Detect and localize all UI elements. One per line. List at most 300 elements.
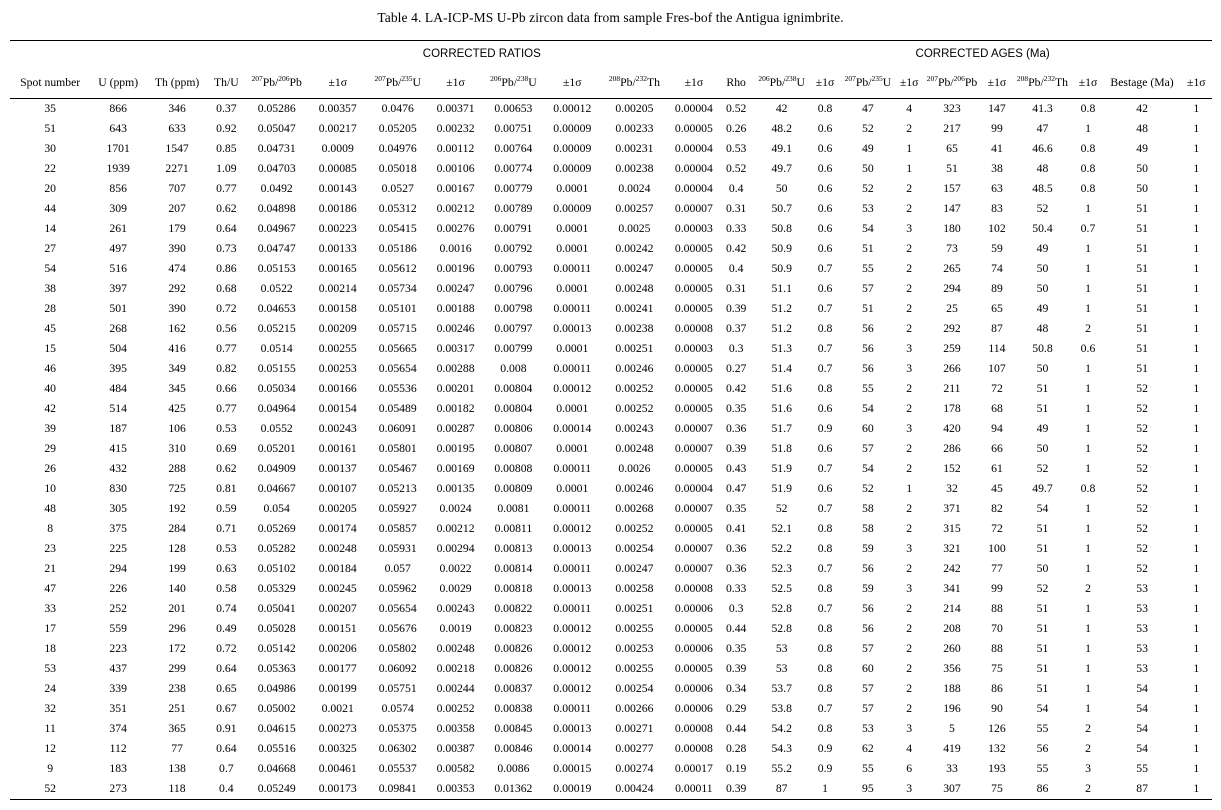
table-cell: 0.00255	[318, 342, 357, 355]
table-cell: 48	[44, 502, 56, 515]
table-cell: 0.00186	[318, 202, 357, 215]
table-cell: 52	[1136, 482, 1148, 495]
table-cell: 196	[943, 702, 961, 715]
table-cell: 0.00011	[553, 502, 592, 515]
table-cell: 0.00804	[494, 402, 533, 415]
table-cell: 0.00011	[553, 562, 592, 575]
table-cell: 52	[775, 502, 788, 515]
isotope-mass: 235	[401, 74, 413, 83]
table-cell: 0.6	[817, 242, 833, 255]
table-cell: 1	[1193, 662, 1200, 675]
table-cell: 0.00009	[553, 122, 592, 135]
table-cell: 0.05801	[378, 442, 417, 455]
table-cell: 0.05142	[257, 642, 296, 655]
table-cell: 1	[1193, 462, 1200, 475]
table-cell: 0.8	[817, 662, 833, 675]
table-cell: 866	[109, 102, 127, 115]
table-cell: 0.86	[216, 262, 237, 275]
table-cell: 54	[1136, 702, 1148, 715]
table-cell: 48	[1036, 162, 1049, 175]
table-cell: 0.0001	[556, 182, 589, 195]
table-cell: 1	[1193, 262, 1200, 275]
table-cell: 0.00009	[553, 202, 592, 215]
table-cell: 59	[862, 582, 874, 595]
table-cell: 46.6	[1032, 142, 1053, 155]
table-cell: 58	[862, 502, 874, 515]
table-cell: 50.9	[771, 262, 792, 275]
table-cell: 1	[1193, 562, 1200, 575]
table-cell: 49	[1036, 302, 1049, 315]
table-cell: 38	[44, 282, 56, 295]
table-cell: 51	[1036, 682, 1049, 695]
table-cell: 51	[1136, 222, 1148, 235]
table-cell: 0.00206	[318, 642, 357, 655]
table-cell: 356	[943, 662, 961, 675]
group-header-ages: CORRECTED AGES (Ma)	[753, 41, 1212, 68]
table-cell: 0.39	[725, 302, 747, 315]
table-cell: 199	[168, 562, 186, 575]
table-cell: 238	[168, 682, 186, 695]
table-cell: 1	[906, 482, 913, 495]
table-row	[10, 739, 1212, 759]
column-header-row	[10, 67, 1212, 99]
table-cell: 0.43	[725, 462, 747, 475]
table-cell: 40	[44, 382, 56, 395]
table-cell: 419	[943, 742, 961, 755]
table-cell: 51	[44, 122, 56, 135]
table-cell: 0.00252	[436, 702, 475, 715]
table-cell: 0.00247	[436, 282, 475, 295]
table-cell: 0.05536	[378, 382, 417, 395]
table-cell: 89	[991, 282, 1003, 295]
table-cell: 0.00003	[674, 222, 713, 235]
table-cell: 559	[109, 622, 127, 635]
table-cell: 51	[862, 242, 874, 255]
table-cell: 0.00013	[553, 722, 592, 735]
table-cell: 0.00248	[615, 282, 654, 295]
table-cell: 390	[168, 302, 186, 315]
isotope-mass: 235	[871, 74, 883, 83]
isotope-mass: 207	[844, 74, 856, 83]
table-cell: 1	[810, 779, 840, 800]
table-cell: 75	[991, 662, 1003, 675]
table-cell: 0.05375	[378, 722, 417, 735]
table-cell: 0.00243	[436, 602, 475, 615]
table-cell: 1	[1193, 702, 1200, 715]
table-cell: 0.64	[216, 662, 237, 675]
table-cell: 0.00007	[674, 202, 713, 215]
table-cell: 1	[1193, 622, 1200, 635]
column-header-label: U	[412, 76, 421, 89]
table-cell: 0.6	[817, 202, 833, 215]
table-cell: 1	[1085, 242, 1091, 255]
column-header-label: Rho	[726, 76, 746, 89]
table-cell: 0.8	[817, 322, 833, 335]
table-cell: 52	[1136, 562, 1148, 575]
table-cell: 0.53	[216, 422, 237, 435]
table-cell: 86	[991, 682, 1003, 695]
table-cell: 50	[1036, 282, 1049, 295]
table-cell: 2	[906, 502, 913, 515]
table-cell: 0.04964	[257, 402, 296, 415]
table-cell: 54	[1136, 722, 1148, 735]
table-cell: 58	[862, 522, 874, 535]
table-row	[10, 279, 1212, 299]
table-cell: 0.00246	[615, 482, 654, 495]
column-header	[810, 67, 840, 99]
table-cell: 0.00653	[494, 102, 533, 115]
column-header-label: ±1σ	[684, 76, 704, 89]
table-cell: 2	[1085, 582, 1091, 595]
table-cell: 261	[109, 222, 127, 235]
table-cell: 0.7	[1080, 222, 1096, 235]
table-cell: 0.00813	[494, 542, 533, 555]
table-cell: 0.00005	[674, 402, 713, 415]
table-cell: 0.00238	[615, 322, 654, 335]
table-cell: 0.00011	[553, 302, 592, 315]
table-cell: 299	[168, 662, 186, 675]
table-row	[10, 639, 1212, 659]
table-cell: 107	[988, 362, 1006, 375]
table-cell: 32	[44, 702, 56, 715]
table-cell: 0.09841	[367, 779, 429, 800]
table-cell: 0.00797	[494, 322, 533, 335]
table-cell: 0.00207	[318, 602, 357, 615]
table-cell: 0.00167	[436, 182, 475, 195]
table-row	[10, 399, 1212, 419]
table-cell: 0.04898	[257, 202, 296, 215]
table-cell: 55	[1036, 722, 1049, 735]
table-cell: 0.00005	[674, 122, 713, 135]
table-cell: 0.00133	[318, 242, 357, 255]
table-cell: 53	[1136, 622, 1148, 635]
table-cell: 52.8	[771, 622, 792, 635]
table-cell: 9	[47, 762, 54, 775]
table-cell: 2	[906, 402, 913, 415]
table-cell: 2	[906, 602, 913, 615]
table-cell: 0.00205	[615, 102, 654, 115]
table-cell: 0.00807	[494, 442, 533, 455]
column-header-label: U (ppm)	[98, 76, 139, 89]
table-cell: 54	[1136, 682, 1148, 695]
table-cell: 62	[862, 742, 874, 755]
table-cell: 0.00246	[436, 322, 475, 335]
table-cell: 0.00232	[436, 122, 475, 135]
table-cell: 0.6	[817, 482, 833, 495]
table-cell: 27	[44, 242, 56, 255]
table-cell: 51	[1036, 622, 1049, 635]
table-cell: 725	[168, 482, 186, 495]
table-cell: 1	[1193, 502, 1200, 515]
isotope-mass: 238	[516, 74, 529, 83]
column-header-label: U	[796, 76, 805, 89]
table-cell: 1	[1193, 522, 1200, 535]
table-cell: 0.00822	[494, 602, 533, 615]
table-cell: 14	[44, 222, 56, 235]
table-cell: 53	[1136, 662, 1148, 675]
table-cell: 415	[109, 442, 127, 455]
table-cell: 830	[109, 482, 127, 495]
column-header-label: Pb	[289, 76, 302, 89]
table-cell: 52.3	[771, 562, 792, 575]
table-cell: 49	[1036, 422, 1049, 435]
table-cell: 0.6	[817, 162, 833, 175]
table-cell: 0.00008	[674, 742, 713, 755]
isotope-mass: 232	[635, 74, 647, 83]
table-cell: 0.8	[1080, 182, 1096, 195]
table-cell: 0.56	[216, 322, 237, 335]
table-cell: 633	[168, 122, 186, 135]
table-cell: 2	[906, 382, 913, 395]
table-cell: 87	[991, 322, 1003, 335]
table-cell: 11	[44, 722, 56, 735]
table-cell: 0.05676	[378, 622, 417, 635]
table-cell: 0.008	[500, 362, 527, 375]
table-cell: 0.00231	[615, 142, 654, 155]
table-cell: 1	[1193, 242, 1200, 255]
table-cell: 0.00248	[615, 442, 654, 455]
table-cell: 0.0026	[618, 462, 651, 475]
table-cell: 1	[1193, 742, 1200, 755]
table-cell: 0.19	[725, 762, 747, 775]
column-header-label: U	[528, 76, 537, 89]
table-cell: 0.00008	[674, 322, 713, 335]
table-cell: 0.00243	[318, 422, 357, 435]
table-cell: 0.8	[817, 542, 833, 555]
table-cell: 2	[1072, 779, 1103, 800]
isotope-mass: 206	[278, 74, 290, 83]
table-cell: 2	[906, 242, 913, 255]
table-cell: 1	[1193, 722, 1200, 735]
table-cell: 2	[906, 682, 913, 695]
table-cell: 0.65	[216, 682, 237, 695]
table-cell: 0.7	[817, 562, 833, 575]
table-cell: 2	[906, 302, 913, 315]
table-cell: 50	[862, 162, 874, 175]
table-cell: 0.00004	[674, 142, 713, 155]
table-cell: 15	[44, 342, 56, 355]
table-cell: 99	[991, 582, 1003, 595]
table-cell: 0.00177	[318, 662, 357, 675]
table-cell: 0.04731	[257, 142, 296, 155]
table-cell: 1	[1193, 302, 1200, 315]
table-cell: 47	[44, 582, 56, 595]
table-cell: 0.05102	[257, 562, 296, 575]
table-cell: 54	[862, 222, 874, 235]
table-cell: 1	[1085, 122, 1091, 135]
table-cell: 0.00151	[318, 622, 357, 635]
table-cell: 0.6	[817, 402, 833, 415]
table-row	[10, 199, 1212, 219]
table-cell: 0.05715	[378, 322, 417, 335]
table-cell: 48.5	[1032, 182, 1053, 195]
table-cell: 0.05041	[257, 602, 296, 615]
table-cell: 0.49	[216, 622, 237, 635]
table-cell: 0.00006	[674, 682, 713, 695]
isotope-mass: 207	[926, 74, 938, 83]
table-cell: 0.00253	[318, 362, 357, 375]
table-cell: 0.05213	[378, 482, 417, 495]
table-cell: 259	[943, 342, 961, 355]
table-cell: 0.6	[1080, 342, 1096, 355]
table-cell: 0.42	[725, 382, 747, 395]
table-cell: 53	[862, 202, 874, 215]
column-header-label: ±1σ	[1187, 76, 1206, 89]
table-cell: 294	[943, 282, 961, 295]
table-cell: 60	[862, 662, 874, 675]
table-cell: 51	[1036, 662, 1049, 675]
table-cell: 0.00009	[553, 142, 592, 155]
table-cell: 0.00011	[553, 702, 592, 715]
table-cell: 21	[44, 562, 56, 575]
table-cell: 339	[109, 682, 127, 695]
table-cell: 0.0019	[439, 622, 472, 635]
table-cell: 26	[44, 462, 56, 475]
table-cell: 61	[991, 462, 1003, 475]
table-cell: 49.7	[771, 162, 792, 175]
table-cell: 0.9	[817, 762, 833, 775]
table-cell: 49	[1136, 142, 1148, 155]
column-header	[544, 67, 600, 99]
table-cell: 4	[906, 742, 913, 755]
table-cell: 0.73	[216, 242, 237, 255]
table-cell: 0.59	[216, 502, 237, 515]
table-cell: 1	[1193, 402, 1200, 415]
table-cell: 73	[946, 242, 958, 255]
table-cell: 0.39	[725, 662, 747, 675]
table-cell: 0.69	[216, 442, 237, 455]
table-cell: 0.00135	[436, 482, 475, 495]
table-row	[10, 219, 1212, 239]
table-cell: 0.00006	[674, 642, 713, 655]
table-cell: 51	[1136, 362, 1148, 375]
table-cell: 57	[862, 642, 874, 655]
table-cell: 0.29	[725, 702, 747, 715]
table-cell: 0.00012	[553, 522, 592, 535]
table-cell: 268	[109, 322, 127, 335]
table-cell: 0.04986	[257, 682, 296, 695]
column-header	[245, 67, 309, 99]
table-cell: 0.00106	[436, 162, 475, 175]
table-cell: 183	[109, 762, 127, 775]
table-cell: 0.33	[725, 582, 747, 595]
table-cell: 0.00826	[494, 662, 533, 675]
table-cell: 1	[1085, 362, 1091, 375]
table-cell: 53	[1136, 642, 1148, 655]
table-cell: 0.00166	[318, 382, 357, 395]
isotope-mass: 208	[1016, 74, 1029, 83]
table-cell: 0.37	[725, 322, 747, 335]
isotope-mass: 208	[608, 74, 621, 83]
table-cell: 0.00246	[615, 362, 654, 375]
table-cell: 95	[840, 779, 896, 800]
table-cell: 52	[1136, 542, 1148, 555]
table-cell: 0.00188	[436, 302, 475, 315]
group-header-ratios: CORRECTED RATIOS	[245, 41, 719, 68]
table-cell: 420	[943, 422, 961, 435]
table-cell: 66	[991, 442, 1003, 455]
table-cell: 50.8	[1032, 342, 1053, 355]
table-cell: 1	[1193, 602, 1200, 615]
table-cell: 0.68	[216, 282, 237, 295]
table-cell: 18	[44, 642, 56, 655]
table-cell: 0.06091	[378, 422, 417, 435]
table-cell: 51.9	[771, 482, 792, 495]
table-cell: 0.00826	[494, 642, 533, 655]
table-row	[10, 599, 1212, 619]
column-header	[669, 67, 719, 99]
table-cell: 0.8	[817, 642, 833, 655]
table-cell: 54	[1136, 742, 1148, 755]
table-cell: 0.05186	[378, 242, 417, 255]
table-cell: 50	[1036, 442, 1049, 455]
table-cell: 0.4	[728, 262, 744, 275]
table-cell: 0.00015	[553, 762, 592, 775]
table-cell: 425	[168, 402, 186, 415]
column-header-label: Pb/	[769, 76, 786, 89]
table-cell: 52	[1136, 422, 1148, 435]
table-cell: 0.0001	[556, 442, 589, 455]
table-cell: 0.00012	[553, 642, 592, 655]
table-cell: 0.00253	[615, 642, 654, 655]
table-cell: 179	[168, 222, 186, 235]
table-cell: 0.05329	[257, 582, 296, 595]
table-cell: 87	[753, 779, 810, 800]
table-cell: 172	[168, 642, 186, 655]
column-header-label: Th	[1055, 76, 1068, 89]
table-cell: 0.00248	[436, 642, 475, 655]
table-cell: 0.0001	[556, 482, 589, 495]
table-cell: 0.05282	[257, 542, 296, 555]
table-cell: 0.00012	[553, 382, 592, 395]
table-cell: 0.00247	[615, 562, 654, 575]
table-cell: 147	[943, 202, 961, 215]
table-cell: 8	[47, 522, 54, 535]
table-cell: 74	[991, 262, 1003, 275]
table-cell: 0.92	[216, 122, 237, 135]
table-cell: 38	[991, 162, 1003, 175]
table-cell: 147	[988, 102, 1006, 115]
table-cell: 52	[1036, 462, 1049, 475]
table-cell: 225	[109, 542, 127, 555]
table-cell: 214	[943, 602, 961, 615]
table-cell: 0.00004	[674, 482, 713, 495]
table-cell: 0.0001	[556, 282, 589, 295]
table-row	[10, 479, 1212, 499]
table-cell: 0.35	[725, 642, 747, 655]
table-cell: 68	[991, 402, 1003, 415]
table-cell: 0.44	[725, 622, 747, 635]
table-cell: 0.33	[725, 222, 747, 235]
table-cell: 0.00008	[674, 582, 713, 595]
table-cell: 1	[1193, 682, 1200, 695]
table-row	[10, 99, 1212, 120]
table-cell: 51.4	[771, 362, 792, 375]
table-cell: 0.05201	[257, 442, 296, 455]
column-header-label: ±1σ	[899, 76, 919, 89]
table-cell: 0.054	[263, 502, 290, 515]
table-cell: 288	[168, 462, 186, 475]
column-header	[753, 67, 810, 99]
column-header-label: U	[882, 76, 892, 89]
table-cell: 35	[44, 102, 56, 115]
table-cell: 77	[171, 742, 183, 755]
table-cell: 0.05249	[245, 779, 309, 800]
table-cell: 1	[1085, 202, 1091, 215]
table-cell: 0.05415	[378, 222, 417, 235]
table-cell: 0.05269	[257, 522, 296, 535]
table-cell: 180	[943, 222, 961, 235]
